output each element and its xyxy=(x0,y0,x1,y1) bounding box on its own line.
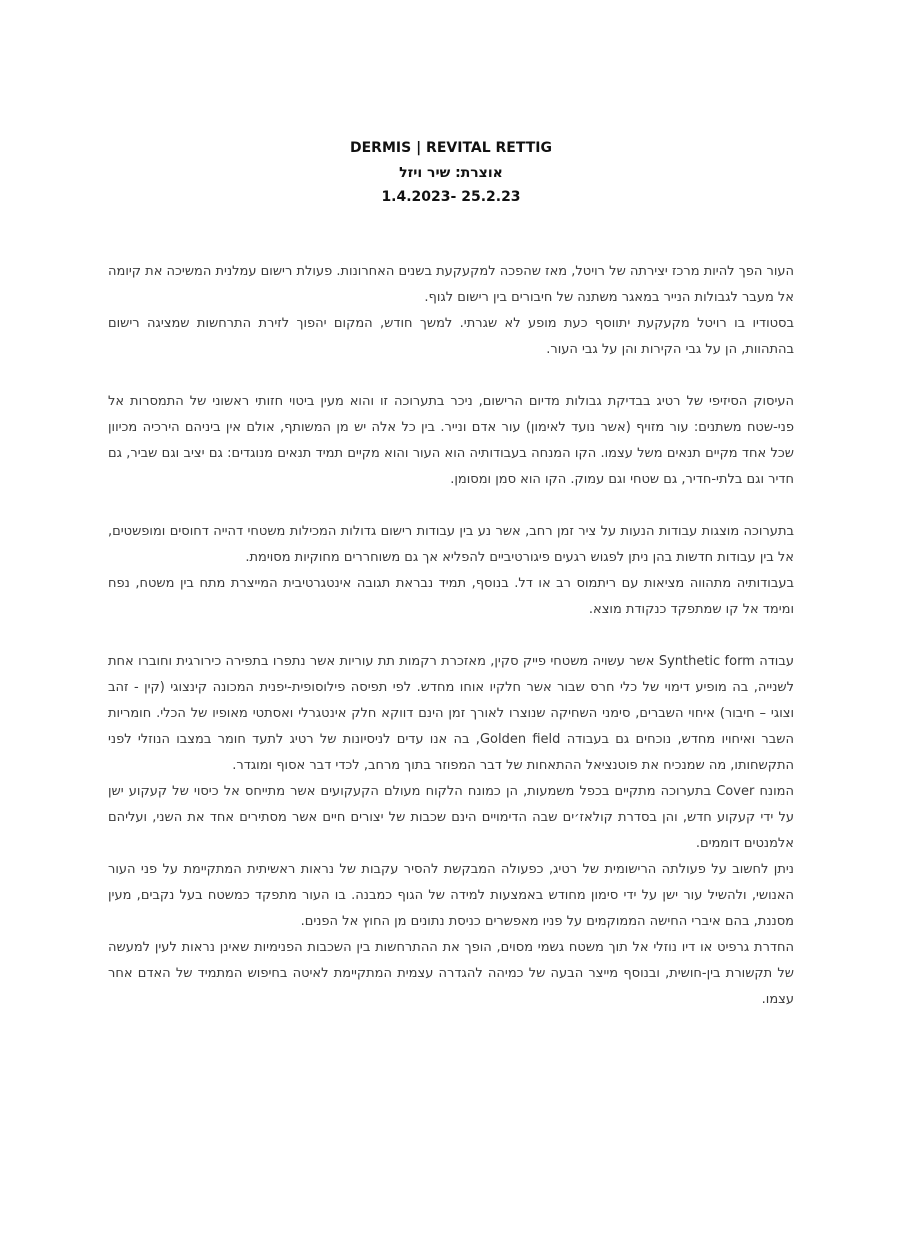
paragraph-2 xyxy=(108,389,794,493)
paragraph-gap xyxy=(108,363,794,389)
paragraph-text: בעבודותיה מתהווה מציאות עם ריתמוס רב או דל. בנוסף, תמיד נבראת תגובה אינטגרטיבית המייצרת מתח בין משטח, נפח ומימד אל קו שמתפקד כנקודת מוצא. xyxy=(108,576,794,617)
paragraph-text: המונח Cover בתערוכה מתקיים בכפל משמעות, הן כמונח הלקוח מעולם הקעקועים אשר מתייחס אל כיסוי של קעקוע ישן על ידי קעקוע חדש, והן בסדרת קולאז׳ים שבה הדימויים הינם שכבות של יצורים חיים אשר מסתירים אחד את השני, ועליהם אלמנטים דוממים. xyxy=(108,784,795,851)
curator-line: אוצרת: שיר ויזל xyxy=(399,164,503,181)
paragraph-3 xyxy=(108,519,794,623)
document-body xyxy=(108,259,794,1013)
paragraph-text: החדרת גרפיט או דיו נוזלי אל תוך משטח גשמי מסוים, הופך את ההתרחשות בין השכבות הפנימיות שאינן נראות לעין למעשה של תקשורת בין-חושית, ובנוסף מייצר הבעה של כמיהה להגדרה עצמית המתקיימת לאיטה בחיפוש המתמיד של האדם אחר עצמו. xyxy=(108,940,794,1007)
paragraph-gap xyxy=(108,493,794,519)
paragraph-text: עבודה Synthetic form אשר עשויה משטחי פייק סקין, מאזכרת רקמות תת עוריות אשר נתפרו בתפירה כירורגית וחוברו אחת לשנייה, בה מופיע דימוי של כלי חרס שבור אשר חלקיו אוחו מחדש. לפי תפיסה פילוסופית-יפנית המכונה קינצוגי (קין - זהב וצוגי – חיבור) איחוי השברים, סימני השחיקה שנוצרו לאורך זמן הינם דווקא חלק אינטגרלי ואסתטי מאופיו של הכלי. חומריות השבר ואיחויו מחדש, נוכחים גם בעבודה Golden field, בה אנו עדים לניסיונות של רטיג לתעד חומר במצבו הנוזלי לפני התקשחותו, מה שמנכיח את פוטנציאל ההתאחות של דבר המפוזר בתוך מרחב, לכדי דבר אסוף ומוגדר. xyxy=(108,654,794,773)
exhibition-dates: 1.4.2023- 25.2.23 xyxy=(381,189,521,205)
paragraph-4 xyxy=(108,649,794,1013)
paragraph-text: העיסוק הסיזיפי של רטיג בבדיקת גבולות מדיום הרישום, ניכר בתערוכה זו והוא מעין ביטוי חזותי ראשוני של התמסרות אל פני-שטח משתנים: עור מזויף (אשר נועד לאימון) עור אדם ונייר. בין כל אלה יש מן המשותף, אולם אין ביניהם הירכיה מכיוון שכל אחד מקיים תנאים משל עצמו. הקו המנחה בעבודותיה הוא העור והוא מקיים תמיד תנאים מנוגדים: גם יציב וגם שביר, גם חדיר וגם בלתי-חדיר, גם שטחי וגם עמוק. הקו הוא סמן ומסומן. xyxy=(108,394,794,487)
paragraph-gap xyxy=(108,623,794,649)
paragraph-text: העור הפך להיות מרכז יצירתה של רויטל, מאז שהפכה למקעקעת בשנים האחרונות. פעולת רישום עמלנית המשיכה את קיומה אל מעבר לגבולות הנייר במאגר משתנה של חיבורים בין רישום לגוף. xyxy=(108,264,794,305)
exhibition-title: DERMIS | REVITAL RETTIG xyxy=(350,140,552,156)
document-heading xyxy=(108,136,794,210)
paragraph-text: ניתן לחשוב על פעולתה הרישומית של רטיג, כפעולה המבקשת להסיר עקבות של נראות ראשיתית המתקיימת על פני העור האנושי, ולהשיל עור ישן על ידי סימון מחודש באמצעות למידה של הגוף כמבנה. בו העור מתפקד כמשטח בעל נקבים, מעין מסננת, בהם איברי החישה הממוקמים על פניו מאפשרים כניסת נתונים מן החוץ אל הפנים. xyxy=(108,862,794,929)
paragraph-1 xyxy=(108,259,794,363)
paragraph-text: בתערוכה מוצגות עבודות הנעות על ציר זמן רחב, אשר נע בין עבודות רישום גדולות המכילות משטחי דהייה דחוסים ומופשטים, אל בין עבודות חדשות בהן ניתן לפגוש רגעים פיגורטיביים להפליא אך גם משוחררים מחוקיות מסוימת. xyxy=(108,524,794,565)
paragraph-text: בסטודיו בו רויטל מקעקעת יתווסף כעת מופע לא שגרתי. למשך חודש, המקום יהפוך לזירת התרחשות שמציגה רישום בהתהוות, הן על גבי הקירות והן על גבי העור. xyxy=(108,316,794,357)
